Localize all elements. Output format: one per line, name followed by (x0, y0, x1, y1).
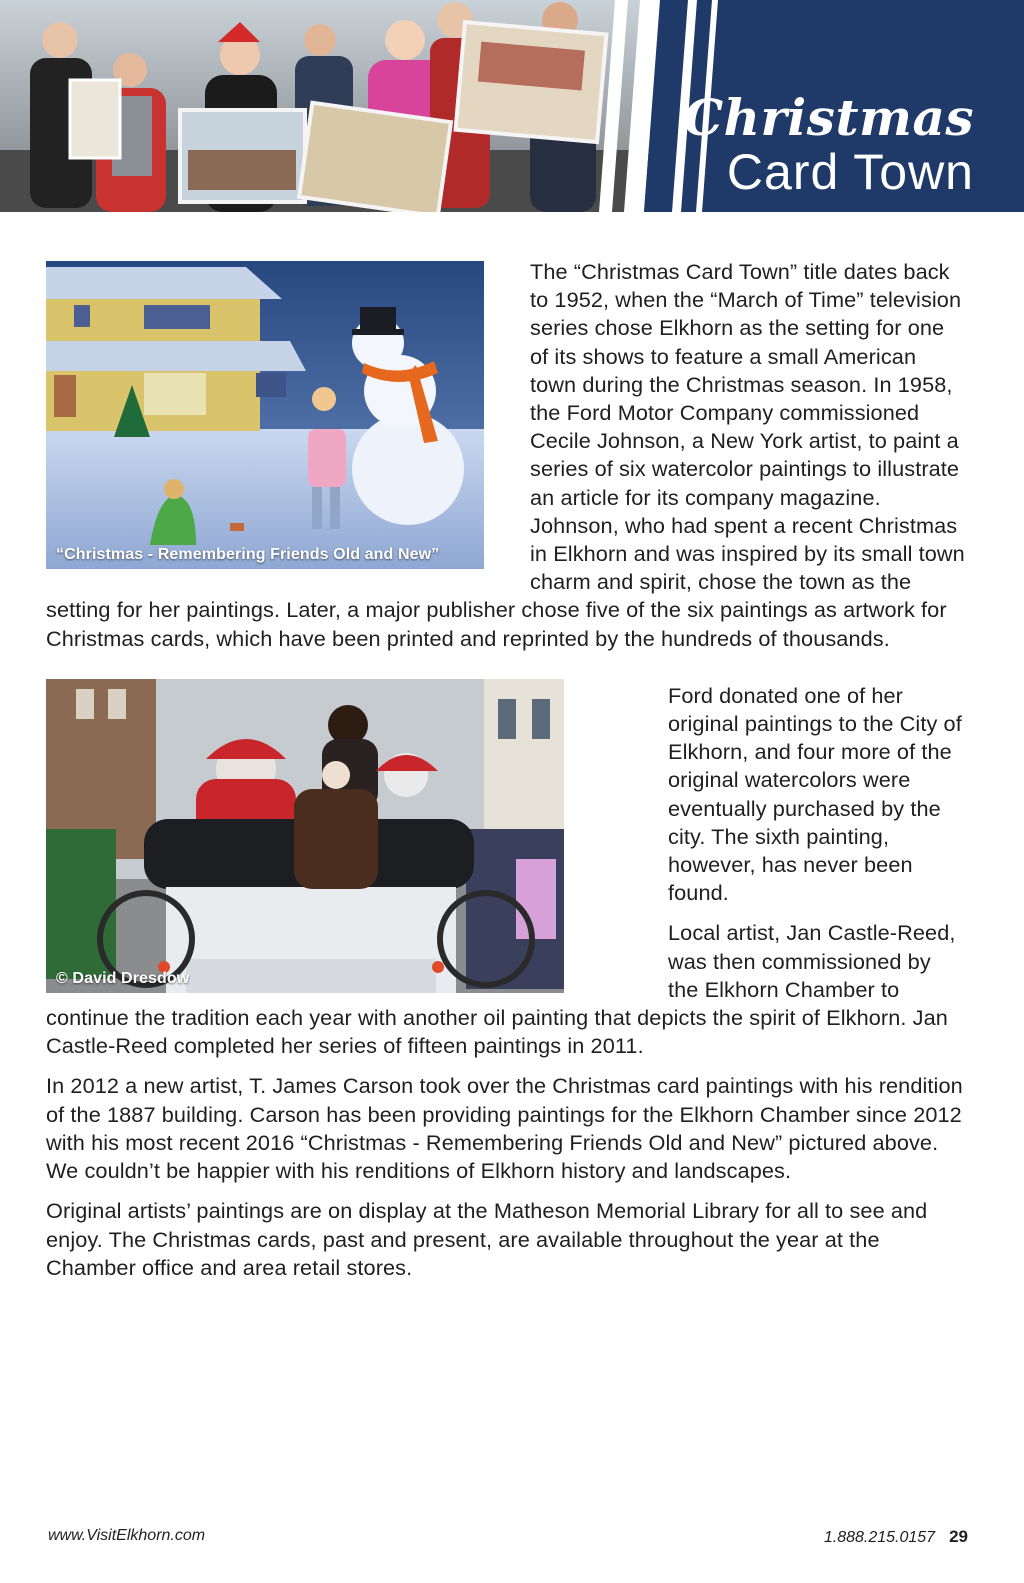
title-script: Christmas (683, 88, 974, 147)
article-paragraph-3: Local artist, Jan Castle-Reed, was then commissioned by the Elkhorn Chamber to continue the tradition each year with another oil painting that depicts the spirit of Elkhorn. Jan Castle-Reed completed her series of fifteen paintings in 2011. (46, 920, 956, 1059)
title-plain: Card Town (726, 144, 974, 200)
article-body (46, 258, 966, 1294)
article-paragraph-1: The “Christmas Card Town” title dates back to 1952, when the “March of Time” television series chose Elkhorn as the setting for one of its shows to feature a small American town during the Christmas season. In 1958, the Ford Motor Company commissioned Cecile Johnson, a New York artist, to paint a series of six watercolor paintings to illustrate an article for its company magazine. Johnson, who had spent a recent Christmas in Elkhorn and was inspired by its small town charm and spirit, chose the town as the setting for her paintings. Later, a major publisher chose five of the six paintings as artwork for Christmas cards, which have been printed and reprinted by the hundreds of thousands. (46, 259, 965, 651)
santa-carriage-image (46, 679, 564, 993)
photo-credit: © David Dresdow (56, 969, 190, 987)
page-number: 29 (949, 1527, 968, 1546)
phone-number: 1.888.215.0157 (823, 1529, 936, 1546)
article-paragraph-2: Ford donated one of her original paintings to the City of Elkhorn, and four more of the original watercolors were eventually purchased by the city. The sixth painting, however, has never been found. (668, 682, 962, 906)
header-banner (0, 0, 1024, 212)
snowman-painting-image (46, 261, 484, 569)
article-paragraph-4: In 2012 a new artist, T. James Carson took over the Christmas card paintings with his rendition of the 1887 building. Carson has been providing paintings for the Elkhorn Chamber since 2012 with his most recent 2016 “Christmas - Remembering Friends Old and New” pictured above. We couldn’t be happier with his renditions of Elkhorn history and landscapes. (46, 1073, 963, 1184)
website-link[interactable]: www.VisitElkhorn.com (48, 1527, 206, 1544)
page-title (654, 90, 974, 198)
painting-figure (46, 261, 484, 569)
painting-caption: “Christmas - Remembering Friends Old and New” (56, 546, 440, 563)
carriage-photo-figure (46, 679, 564, 993)
page-footer (48, 1527, 968, 1551)
footer-right (824, 1527, 968, 1547)
article-paragraph-5: Original artists’ paintings are on display at the Matheson Memorial Library for all to see and enjoy. The Christmas cards, past and present, are available throughout the year at the Chamber office and area retail stores. (46, 1198, 928, 1280)
